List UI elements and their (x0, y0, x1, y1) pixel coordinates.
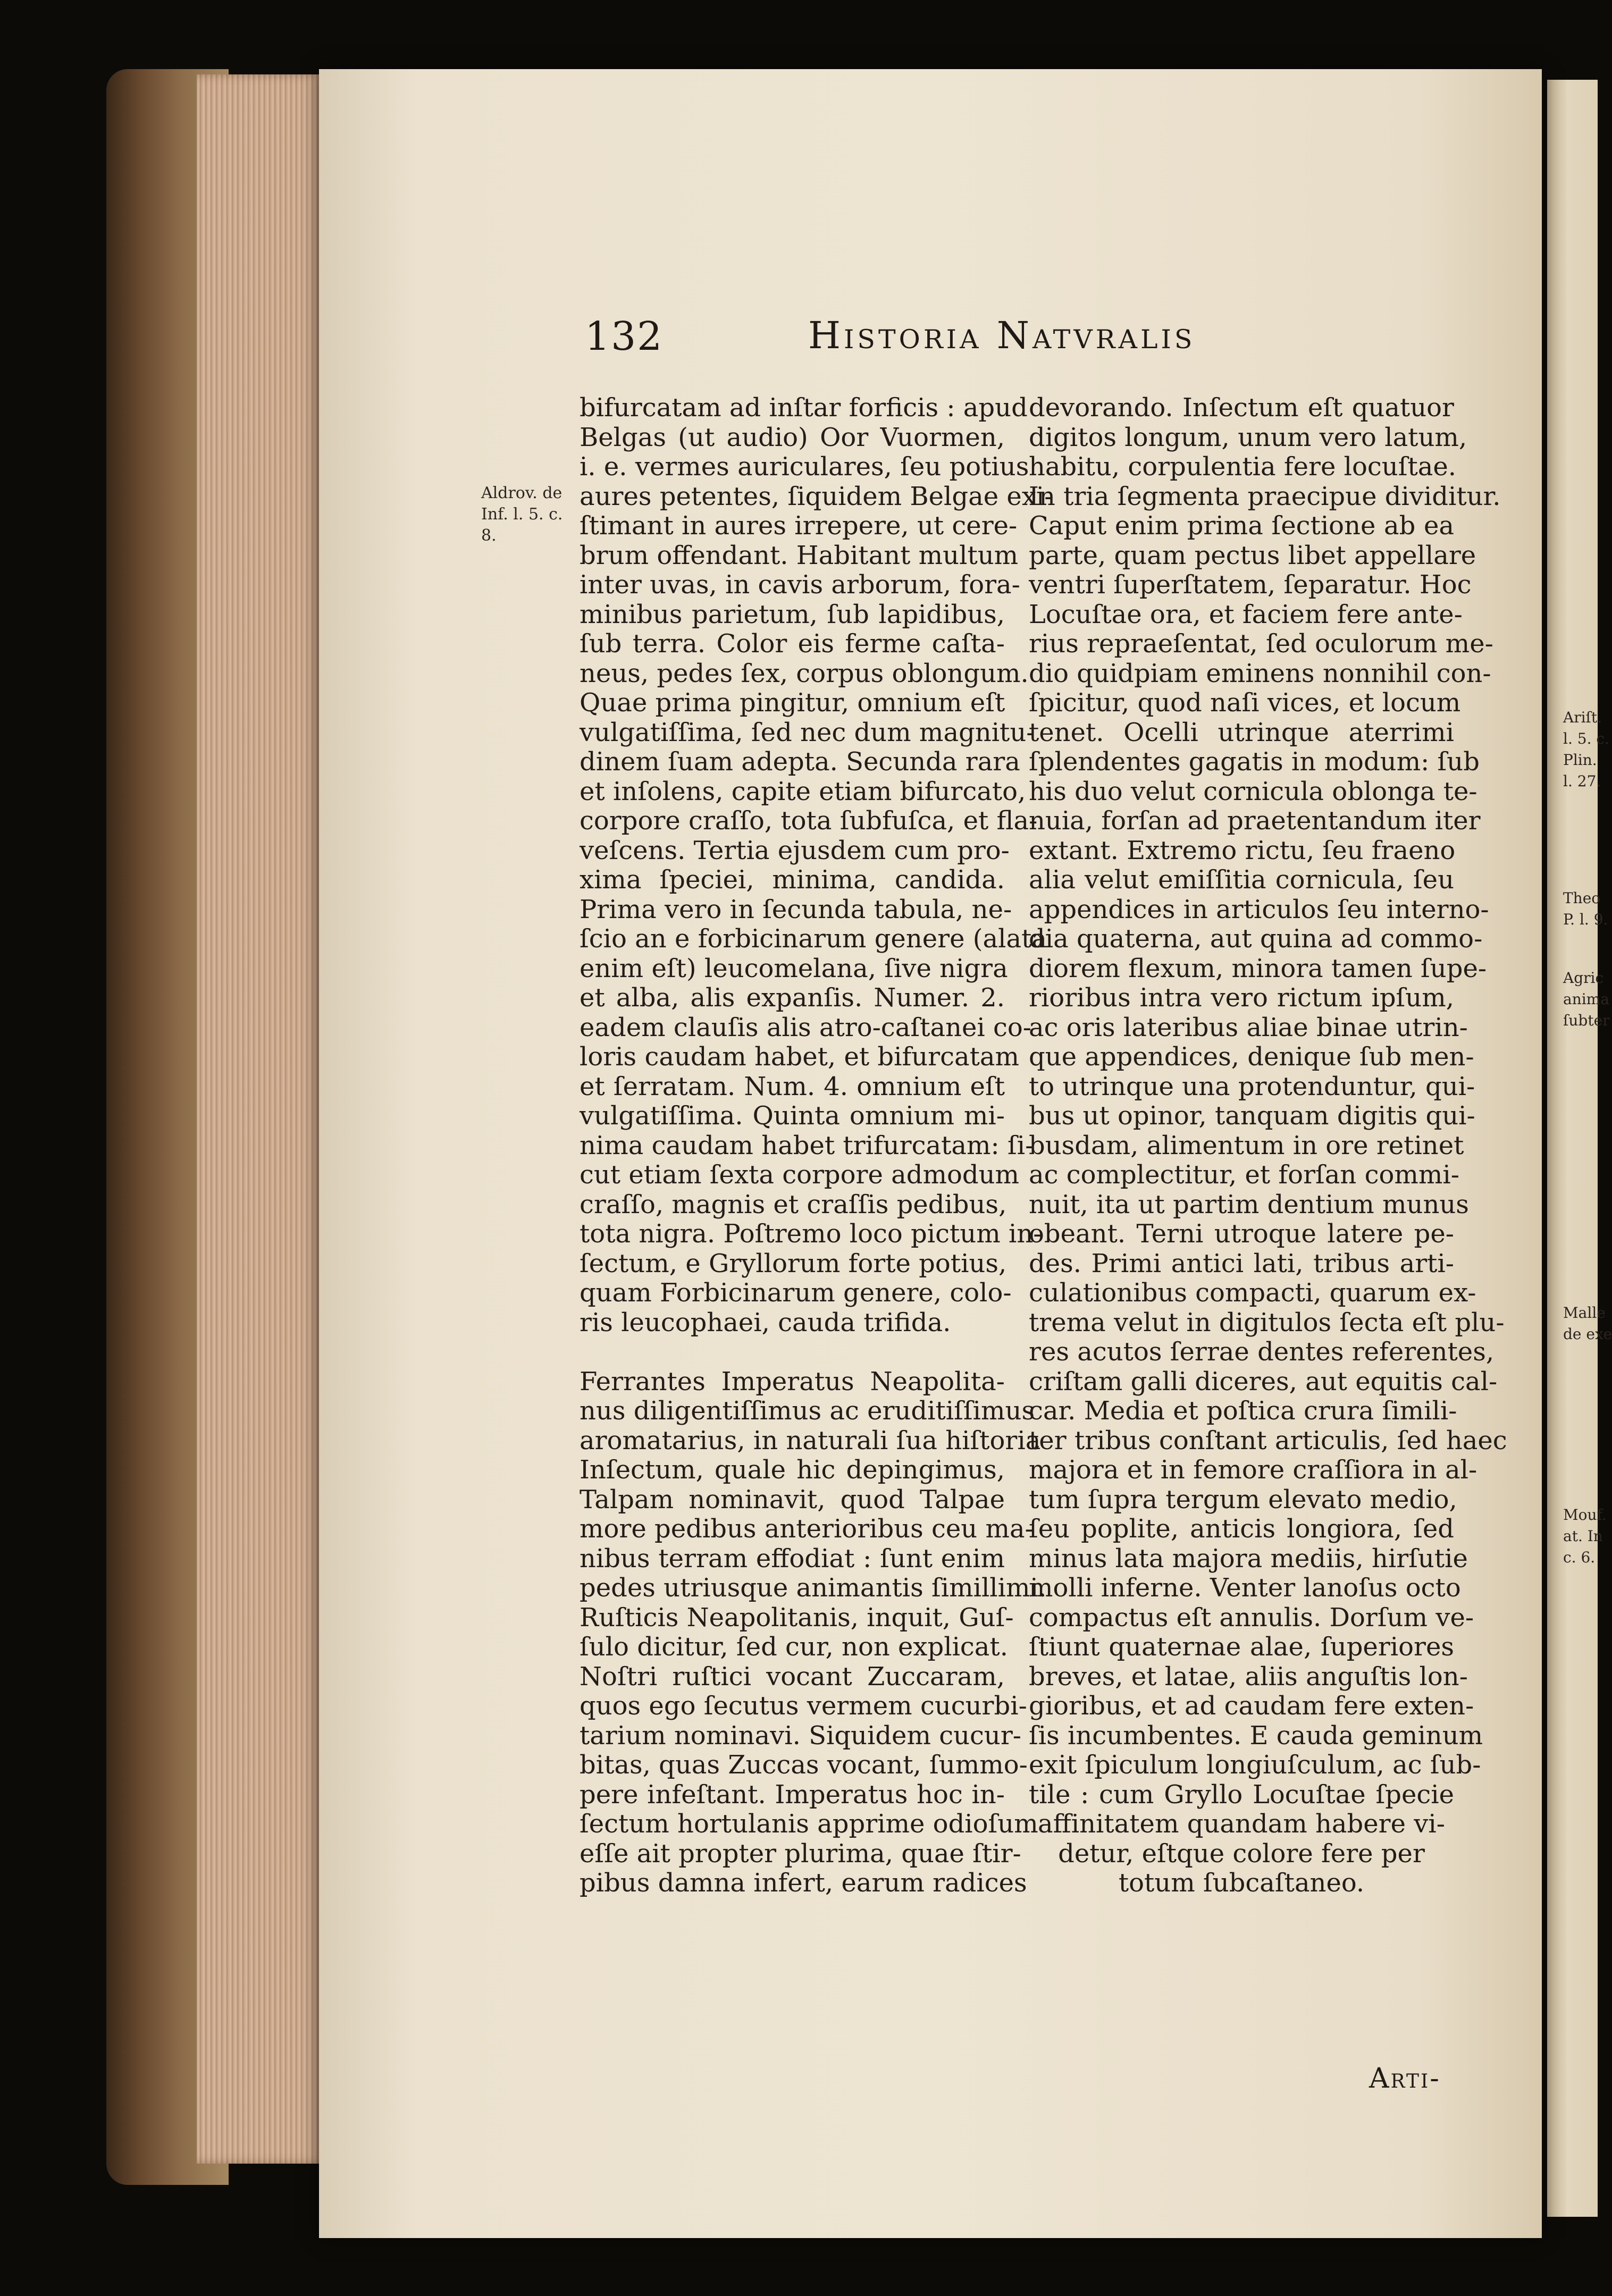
text-line: alia velut emiſſitia cornicula, ſeu (1029, 865, 1454, 895)
margin-note: Aldrov. de Inf. l. 5. c. 8. (481, 484, 563, 545)
text-line: ſub terra. Color eis ferme caſta- (580, 629, 1005, 659)
page-header (585, 314, 1255, 377)
text-line: dia quaterna, aut quina ad commo- (1029, 924, 1483, 954)
text-line: Noſtri ruſtici vocant Zuccaram, (580, 1661, 1005, 1692)
text-line: Inſectum, quale hic depingimus, (580, 1455, 1005, 1485)
text-line: tile : cum Gryllo Locuſtae ſpecie (1029, 1779, 1454, 1810)
page-number: 132 (585, 314, 664, 359)
adjacent-page-note: Theo P. l. 9. (1563, 889, 1608, 928)
text-line: inter uvas, in cavis arborum, fora- (580, 570, 1020, 600)
text-line: pedes utriusque animantis ſimillimi. (580, 1573, 1047, 1603)
text-line: digitos longum, unum vero latum, (1029, 422, 1467, 452)
text-line: criſtam galli diceres, aut equitis cal- (1029, 1366, 1498, 1397)
text-line: appendices in articulos ſeu interno- (1029, 894, 1489, 924)
text-line: ſtimant in aures irrepere, ut cere- (580, 511, 1018, 541)
left-text-column (580, 393, 1053, 1898)
text-line: rioribus intra vero rictum ipſum, (1029, 983, 1454, 1013)
text-line: In tria ſegmenta praecipue dividitur. (1029, 481, 1501, 511)
text-line: ſis incumbentes. E cauda geminum (1029, 1720, 1483, 1751)
text-line (580, 1338, 1005, 1367)
text-line: neus, pedes ſex, corpus oblongum. (580, 658, 1029, 688)
text-line: res acutos ſerrae dentes referentes, (1029, 1337, 1495, 1367)
text-line: brum offendant. Habitant multum (580, 540, 1019, 570)
adjacent-page-note: Ariſt. l. 5. c. Plin. l. 27. (1563, 709, 1609, 790)
text-line: obeant. Terni utroque latere pe- (1029, 1219, 1454, 1249)
text-line: quam Forbicinarum genere, colo- (580, 1278, 1012, 1308)
right-text-column (1029, 393, 1507, 1898)
text-line: tum ſupra tergum elevato medio, (1029, 1484, 1457, 1515)
text-line: quos ego ſecutus vermem cucurbi- (580, 1691, 1027, 1721)
text-line: Talpam nominavit, quod Talpae (580, 1484, 1005, 1515)
text-line: ſectum, e Gryllorum forte potius, (580, 1248, 1007, 1279)
text-line: his duo velut cornicula oblonga te- (1029, 776, 1477, 806)
catchword: Arti- (1369, 2063, 1441, 2095)
text-line: et alba, alis expanſis. Numer. 2. (580, 983, 1005, 1013)
text-line: pere infeſtant. Imperatus hoc in- (580, 1779, 1005, 1810)
text-line: ter tribus conſtant articulis, ſed haec (1029, 1425, 1507, 1456)
text-line: loris caudam habet, et bifurcatam (580, 1042, 1020, 1072)
text-line: nibus terram effodiat : ſunt enim (580, 1543, 1005, 1574)
page-edges (197, 74, 324, 2164)
text-line: Locuſtae ora, et faciem fere ante- (1029, 599, 1463, 629)
text-line: dio quidpiam eminens nonnihil con- (1029, 658, 1491, 688)
text-line: totum ſubcaſtaneo. (1118, 1868, 1365, 1898)
text-line: dinem ſuam adepta. Secunda rara (580, 747, 1020, 777)
text-line: aures petentes, ſiquidem Belgae exi- (580, 481, 1053, 511)
text-line: Quae prima pingitur, omnium eſt (580, 688, 1005, 718)
text-line: molli inferne. Venter lanoſus octo (1029, 1573, 1461, 1603)
text-line: vulgatiſſima, ſed nec dum magnitu- (580, 717, 1035, 747)
text-line: corpore craſſo, tota ſubfuſca, et fla- (580, 806, 1038, 836)
text-line: eadem clauſis alis atro-caſtanei co- (580, 1012, 1031, 1042)
running-title: Historia Natvralis (808, 314, 1196, 357)
text-line: busdam, alimentum in ore retinet (1029, 1130, 1464, 1160)
text-line: ſulo dicitur, ſed cur, non explicat. (580, 1632, 1008, 1662)
text-line: extant. Extremo rictu, ſeu fraeno (1029, 835, 1456, 865)
text-line: ac oris lateribus aliae binae utrin- (1029, 1012, 1468, 1042)
adjacent-page-edge (1547, 80, 1612, 2217)
text-line: eſſe ait propter plurima, quae ſtir- (580, 1838, 1021, 1869)
text-line: veſcens. Tertia ejusdem cum pro- (580, 835, 1010, 865)
text-line: devorando. Inſectum eſt quatuor (1029, 393, 1454, 423)
text-line: breves, et latae, aliis anguſtis lon- (1029, 1661, 1468, 1692)
text-line: trema velut in digitulos ſecta eſt plu- (1029, 1307, 1505, 1338)
text-line: Ruſticis Neapolitanis, inquit, Guſ- (580, 1602, 1014, 1633)
text-line: cut etiam ſexta corpore admodum (580, 1160, 1020, 1190)
text-line: culationibus compacti, quarum ex- (1029, 1278, 1476, 1308)
text-line: ventri ſuperſtatem, ſeparatur. Hoc (1029, 570, 1472, 600)
text-line: ſplendentes gagatis in modum: ſub (1029, 747, 1480, 777)
adjacent-page-note: Malle de exe (1563, 1304, 1612, 1343)
text-line: nuia, forſan ad praetentandum iter (1029, 806, 1481, 836)
text-line: ſtiunt quaternae alae, ſuperiores (1029, 1632, 1454, 1662)
text-line: ſectum hortulanis apprime odioſum (580, 1809, 1038, 1839)
text-line: exit ſpiculum longiuſculum, ac ſub- (1029, 1750, 1481, 1780)
text-line: nuit, ita ut partim dentium munus (1029, 1189, 1469, 1220)
text-line: minibus parietum, ſub lapidibus, (580, 599, 1005, 629)
text-line: aromatarius, in naturali ſua hiſtoria (580, 1425, 1041, 1456)
adjacent-page-note: Agric anima ſubter (1563, 969, 1610, 1029)
text-line: ac complectitur, et forſan commi- (1029, 1160, 1459, 1190)
text-line: et ſerratam. Num. 4. omnium eſt (580, 1071, 1005, 1101)
text-line: et inſolens, capite etiam bifurcato, (580, 776, 1026, 806)
text-line: Belgas (ut audio) Oor Vuormen, (580, 422, 1005, 452)
text-line: diorem flexum, minora tamen ſupe- (1029, 953, 1487, 983)
text-line: tarium nominavi. Siquidem cucur- (580, 1720, 1021, 1751)
text-line: compactus eſt annulis. Dorſum ve- (1029, 1602, 1474, 1633)
text-line: bus ut opinor, tanquam digitis qui- (1029, 1101, 1475, 1131)
text-line: craſſo, magnis et craſſis pedibus, (580, 1189, 1007, 1220)
text-line: xima ſpeciei, minima, candida. (580, 865, 1005, 895)
text-line: nima caudam habet trifurcatam: ſi- (580, 1130, 1034, 1160)
text-line: minus lata majora mediis, hirſutie (1029, 1543, 1468, 1574)
text-line: nus diligentiſſimus ac eruditiſſimus (580, 1396, 1035, 1426)
text-line: parte, quam pectus libet appellare (1029, 540, 1476, 570)
text-line: habitu, corpulentia fere locuſtae. (1029, 452, 1457, 482)
text-line: que appendices, denique ſub men- (1029, 1042, 1474, 1072)
text-line: Prima vero in ſecunda tabula, ne- (580, 894, 1012, 924)
text-line: Caput enim prima ſectione ab ea (1029, 511, 1454, 541)
adjacent-page-note: Mouf. at. In c. 6. (1563, 1506, 1607, 1566)
text-line: majora et in femore craſſiora in al- (1029, 1455, 1477, 1485)
text-line: more pedibus anterioribus ceu ma- (580, 1514, 1034, 1544)
text-line: des. Primi antici lati, tribus arti- (1029, 1248, 1454, 1279)
text-line: pibus damna infert, earum radices (580, 1868, 1027, 1898)
text-line: tenet. Ocelli utrinque aterrimi (1029, 717, 1454, 747)
text-line: i. e. vermes auriculares, ſeu potius (580, 452, 1029, 482)
text-line: ris leucophaei, cauda trifida. (580, 1307, 951, 1338)
text-line: bifurcatam ad inſtar forficis : apud (580, 393, 1028, 423)
text-line: enim eſt) leucomelana, ſive nigra (580, 953, 1008, 983)
text-line: gioribus, et ad caudam fere exten- (1029, 1691, 1474, 1721)
text-line: bitas, quas Zuccas vocant, ſummo- (580, 1750, 1028, 1780)
text-line: ſcio an e forbicinarum genere (alata (580, 924, 1047, 954)
text-line: vulgatiſſima. Quinta omnium mi- (580, 1101, 1005, 1131)
text-line: affinitatem quandam habere vi- (1038, 1809, 1445, 1839)
text-line: tota nigra. Poſtremo loco pictum in- (580, 1219, 1042, 1249)
text-line: to utrinque una protenduntur, qui- (1029, 1071, 1475, 1101)
text-line: detur, eſtque colore fere per (1058, 1838, 1425, 1869)
text-line: car. Media et poſtica crura ſimili- (1029, 1396, 1457, 1426)
text-line: ſeu poplite, anticis longiora, ſed (1029, 1514, 1454, 1544)
text-line: ſpicitur, quod naſi vices, et locum (1029, 688, 1461, 718)
text-line: rius repraeſentat, ſed oculorum me- (1029, 629, 1493, 659)
text-line: Ferrantes Imperatus Neapolita- (580, 1366, 1005, 1397)
